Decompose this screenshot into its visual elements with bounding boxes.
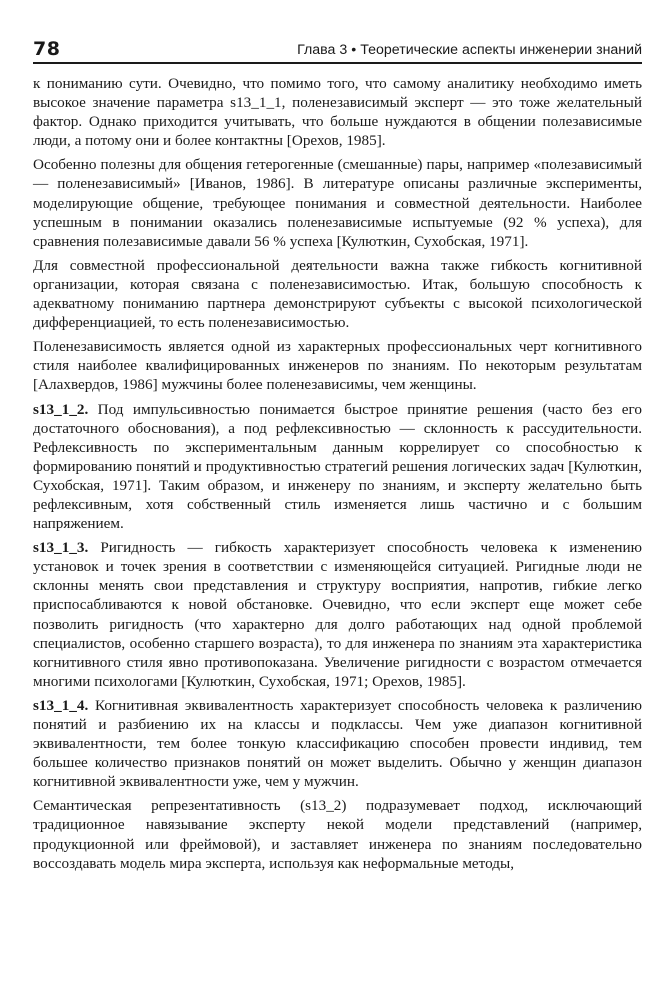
paragraph xyxy=(33,400,642,534)
paragraph-text: Под импульсивностью понимается быстрое принятие решения (часто без его достаточного обоснования), а под рефлексивностью — склонность к рассудительности. Рефлексивность по экспериментальным данным коррелирует со способностью к формированию понятий и продуктивностью стратегий решения логических задач [Кулюткин, Сухобская, 1971]. Таким образом, и инженеру по знаниям, и эксперту желательно быть рефлексивным, хотя собственный стиль изменяется лишь частично и с большим напряжением. xyxy=(33,400,642,533)
page-number: 78 xyxy=(33,38,61,60)
paragraph-text: Семантическая репрезентативность (s13_2) подразумевает подход, исключающий традиционное навязывание эксперту некой модели представлений (например, продукционной или фреймовой), и заставляет инженера по знаниям последовательно воссоздавать модель мира эксперта, используя как неформальные методы, xyxy=(33,797,642,872)
paragraph xyxy=(33,256,642,332)
paragraph-text: Когнитивная эквивалентность характеризует способность человека к различению понятий и разбиению их на классы и подклассы. Чем уже диапазон когнитивной эквивалентности, тем более тонкую классификацию способен провести индивид, тем большее количество признаков понятий он может выделить. Обычно у женщин диапазон когнитивной эквивалентности уже, чем у мужчин. xyxy=(33,696,642,791)
paragraph xyxy=(33,538,642,691)
parameter-term: s13_1_2. xyxy=(33,400,89,418)
parameter-term: s13_1_3. xyxy=(33,539,89,557)
bullet-separator: • xyxy=(351,42,357,58)
paragraph-text: Для совместной профессиональной деятельности важна также гибкость когнитивной организации, которая связана с поленезависимостью. Итак, большую способность к адекватному пониманию партнера демонстрируют субъекты с высокой психологической дифференциацией, то есть поленезависимостью. xyxy=(33,256,642,332)
paragraph xyxy=(33,337,642,394)
paragraph-text: Особенно полезны для общения гетерогенные (смешанные) пары, например «полезависимый — поленезависимый» [Иванов, 1986]. В литературе описаны различные эксперименты, моделирующие общение, требующее понимания и совместной деятельности. Наиболее успешным в понимании оказались поленезависимые испытуемые (92 % успеха), для сравнения полезависимые давали 56 % успеха [Кулюткин, Сухобская, 1971]. xyxy=(33,156,642,250)
paragraph xyxy=(33,796,642,872)
paragraph-text: Поленезависимость является одной из характерных профессиональных черт когнитивного стиля наиболее квалифицированных инженеров по знаниям. По некоторым результатам [Алахвердов, 1986] мужчины более поленезависимы, чем женщины. xyxy=(33,338,642,394)
parameter-term: s13_1_4. xyxy=(33,696,89,714)
paragraph xyxy=(33,155,642,250)
running-head xyxy=(297,40,642,60)
paragraph-text: Ригидность — гибкость характеризует способность человека к изменению установок и точек зрения в соответствии с изменяющейся ситуацией. Ригидные люди не склонны менять свои представления и структуру восприятия, напротив, гибкие легко приспосабливаются к новой обстановке. Очевидно, что если эксперт еще может себе позволить ригидность (что характерно для долго работающих над одной проблемой специалистов, особенно старшего возраста), то для инженера по знаниям эта характеристика когнитивного стиля явно противопоказана. Увеличение ригидности с возрастом отмечается многими психологами [Кулюткин, Сухобская, 1971; Орехов, 1985]. xyxy=(33,539,642,690)
paragraph xyxy=(33,74,642,150)
paragraph xyxy=(33,696,642,791)
running-header xyxy=(33,34,642,64)
chapter-label: Глава 3 xyxy=(297,42,348,58)
paragraph-text: к пониманию сути. Очевидно, что помимо того, что самому аналитику необходимо иметь высокое значение параметра s13_1_1, поленезависимый эксперт — это тоже желательный фактор. Однако приходится учитывать, что больше нуждаются в общении полезависимые люди, а потому они и более контактны [Орехов, 1985]. xyxy=(33,75,642,150)
body-text xyxy=(33,74,642,873)
chapter-title: Теоретические аспекты инженерии знаний xyxy=(360,42,642,58)
